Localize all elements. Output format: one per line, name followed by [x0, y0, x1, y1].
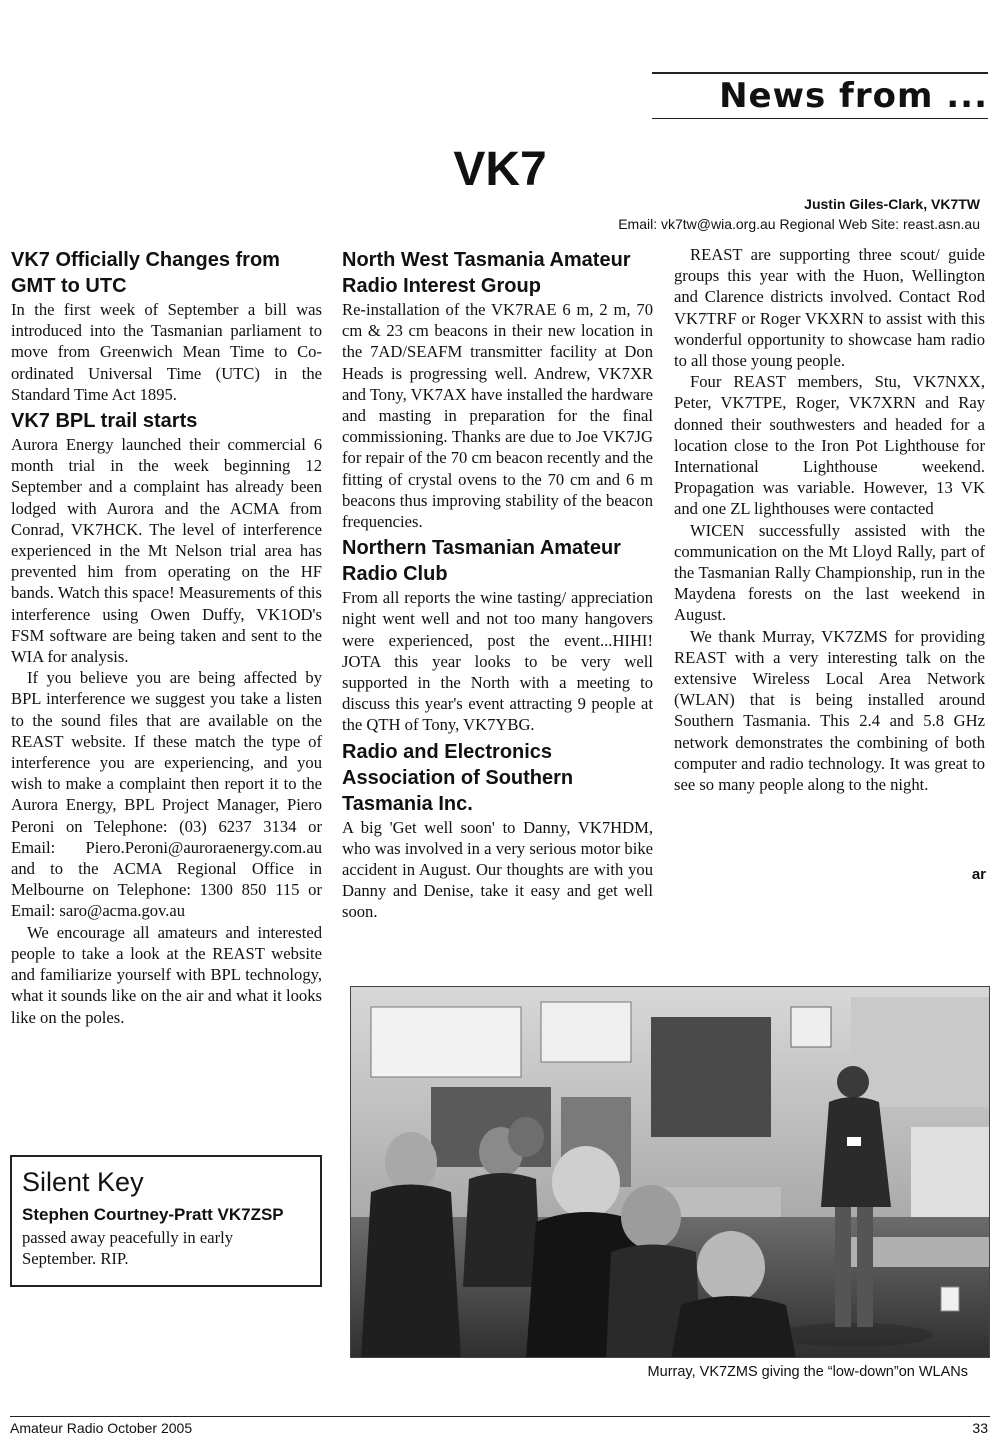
- meeting-photo: [350, 986, 990, 1358]
- reast-paragraph-2: REAST are supporting three scout/ guide groups this year with the Huon, Wellington and Clarence districts involved. Contact Rod VK7TRF or Roger VKXRN to assist with this wonderful opportunity to showcase ham radio to all those young people.: [674, 245, 985, 371]
- banner-text: News from ...: [719, 76, 988, 116]
- section-banner: [652, 72, 988, 119]
- meeting-photo-illustration: [351, 987, 990, 1358]
- page-number: 33: [972, 1420, 988, 1436]
- reast-paragraph-5: We thank Murray, VK7ZMS for providing REAST with a very interesting talk on the extensive Wireless Local Area Network (WLAN) that is being installed around Southern Tasmania. This 2.4 and 5.8 GHz network demonstrates the combining of both computer and radio technology. It was great to see so many people along to the night.: [674, 626, 985, 795]
- column-2: [342, 244, 653, 923]
- column-3: [674, 244, 985, 795]
- column-1: [11, 244, 322, 1028]
- silent-key-name: Stephen Courtney-Pratt VK7ZSP: [22, 1205, 284, 1224]
- end-mark: ar: [971, 866, 986, 883]
- silent-key-box: [10, 1155, 322, 1287]
- silent-key-title: Silent Key: [22, 1167, 144, 1197]
- gmt-utc-paragraph: In the first week of September a bill was introduced into the Tasmanian parliament to move from Greenwich Mean Time to Co-ordinated Universal Time (UTC) in the Standard Time Act 1895.: [11, 300, 322, 404]
- heading-reast: Radio and Electronics Association of Southern Tasmania Inc.: [342, 740, 574, 815]
- heading-ntarc: Northern Tasmanian Amateur Radio Club: [342, 537, 621, 586]
- heading-bpl: VK7 BPL trail starts: [11, 410, 198, 433]
- page-title: VK7: [453, 143, 547, 196]
- author-byline: Justin Giles-Clark, VK7TW: [804, 196, 980, 212]
- banner-bottom-rule: [652, 118, 988, 119]
- heading-gmt-utc: VK7 Officially Changes from GMT to UTC: [11, 249, 280, 297]
- photo-caption: Murray, VK7ZMS giving the “low-down”on WLANs: [647, 1364, 968, 1380]
- silent-key-text: passed away peacefully in early September. RIP.: [22, 1228, 234, 1268]
- footer-publication: Amateur Radio October 2005: [10, 1420, 193, 1436]
- bpl-paragraph-3: We encourage all amateurs and interested people to take a look at the REAST website and familiarize yourself with BPL technology, what it sounds like on the air and what it looks like on the poles.: [11, 922, 322, 1027]
- heading-nwtarig: North West Tasmania Amateur Radio Interest Group: [342, 249, 631, 297]
- footer-rule: [10, 1416, 990, 1417]
- reast-paragraph-3: Four REAST members, Stu, VK7NXX, Peter, VK7TPE, Roger, VK7XRN and Ray donned their southwesters and headed for a location close to the Iron Pot Lighthouse for International Lighthouse weekend. Propagation was variable. However, 13 VK and one ZL lighthouses were contacted: [674, 372, 985, 519]
- bpl-paragraph-2: If you believe you are being affected by BPL interference we suggest you take a listen to the sound files that are available on the REAST website. If these match the type of interference you are experiencing, and you wish to make a complaint then report it to the Aurora Energy, BPL Project Manager, Piero Peroni on Telephone: (03) 6237 3134 or Email: Piero.Peroni@auroraenergy.com.au and to the ACMA Regional Office in Melbourne on Telephone: 1300 850 115 or Email: saro@acma.gov.au: [11, 668, 322, 921]
- contact-line: Email: vk7tw@wia.org.au Regional Web Site: reast.asn.au: [618, 216, 980, 232]
- ntarc-paragraph: From all reports the wine tasting/ appreciation night went well and not too many hangovers were experienced, post the event...HIHI! JOTA this year looks to be very well supported in the North with a meeting to discuss this year's event attracting 9 people at the QTH of Tony, VK7YBG.: [342, 588, 653, 735]
- bpl-paragraph-1: Aurora Energy launched their commercial 6 month trial in the week beginning 12 September and a complaint has already been lodged with Aurora and the ACMA from Conrad, VK7HCK. The level of interference experienced in the Mt Nelson trial area has prevented him from operating on the HF bands. Watch this space! Measurements of this interference using Owen Duffy, VK1OD's FSM software are being taken and sent to the WIA for analysis.: [11, 435, 322, 667]
- nwtarig-paragraph: Re-installation of the VK7RAE 6 m, 2 m, 70 cm & 23 cm beacons in their new location in the 7AD/SEAFM transmitter facility at Don Heads is progressing well. Andrew, VK7XR and Tony, VK7AX have installed the hardware and masting in preparation for the final commissioning. Thanks are due to Joe VK7JG for repair of the 70 cm beacon recently and the fitting of crystal ovens to the 70 cm and 6 m beacons thus improving stability of the beacon frequencies.: [342, 300, 653, 532]
- reast-paragraph-4: WICEN successfully assisted with the communication on the Mt Lloyd Rally, part of the Tasmanian Rally Championship, run in the Maydena forests on the last weekend in August.: [674, 520, 985, 625]
- reast-paragraph-1: A big 'Get well soon' to Danny, VK7HDM, who was involved in a very serious motor bike accident in August. Our thoughts are with you Danny and Denise, take it easy and get well soon.: [342, 817, 653, 922]
